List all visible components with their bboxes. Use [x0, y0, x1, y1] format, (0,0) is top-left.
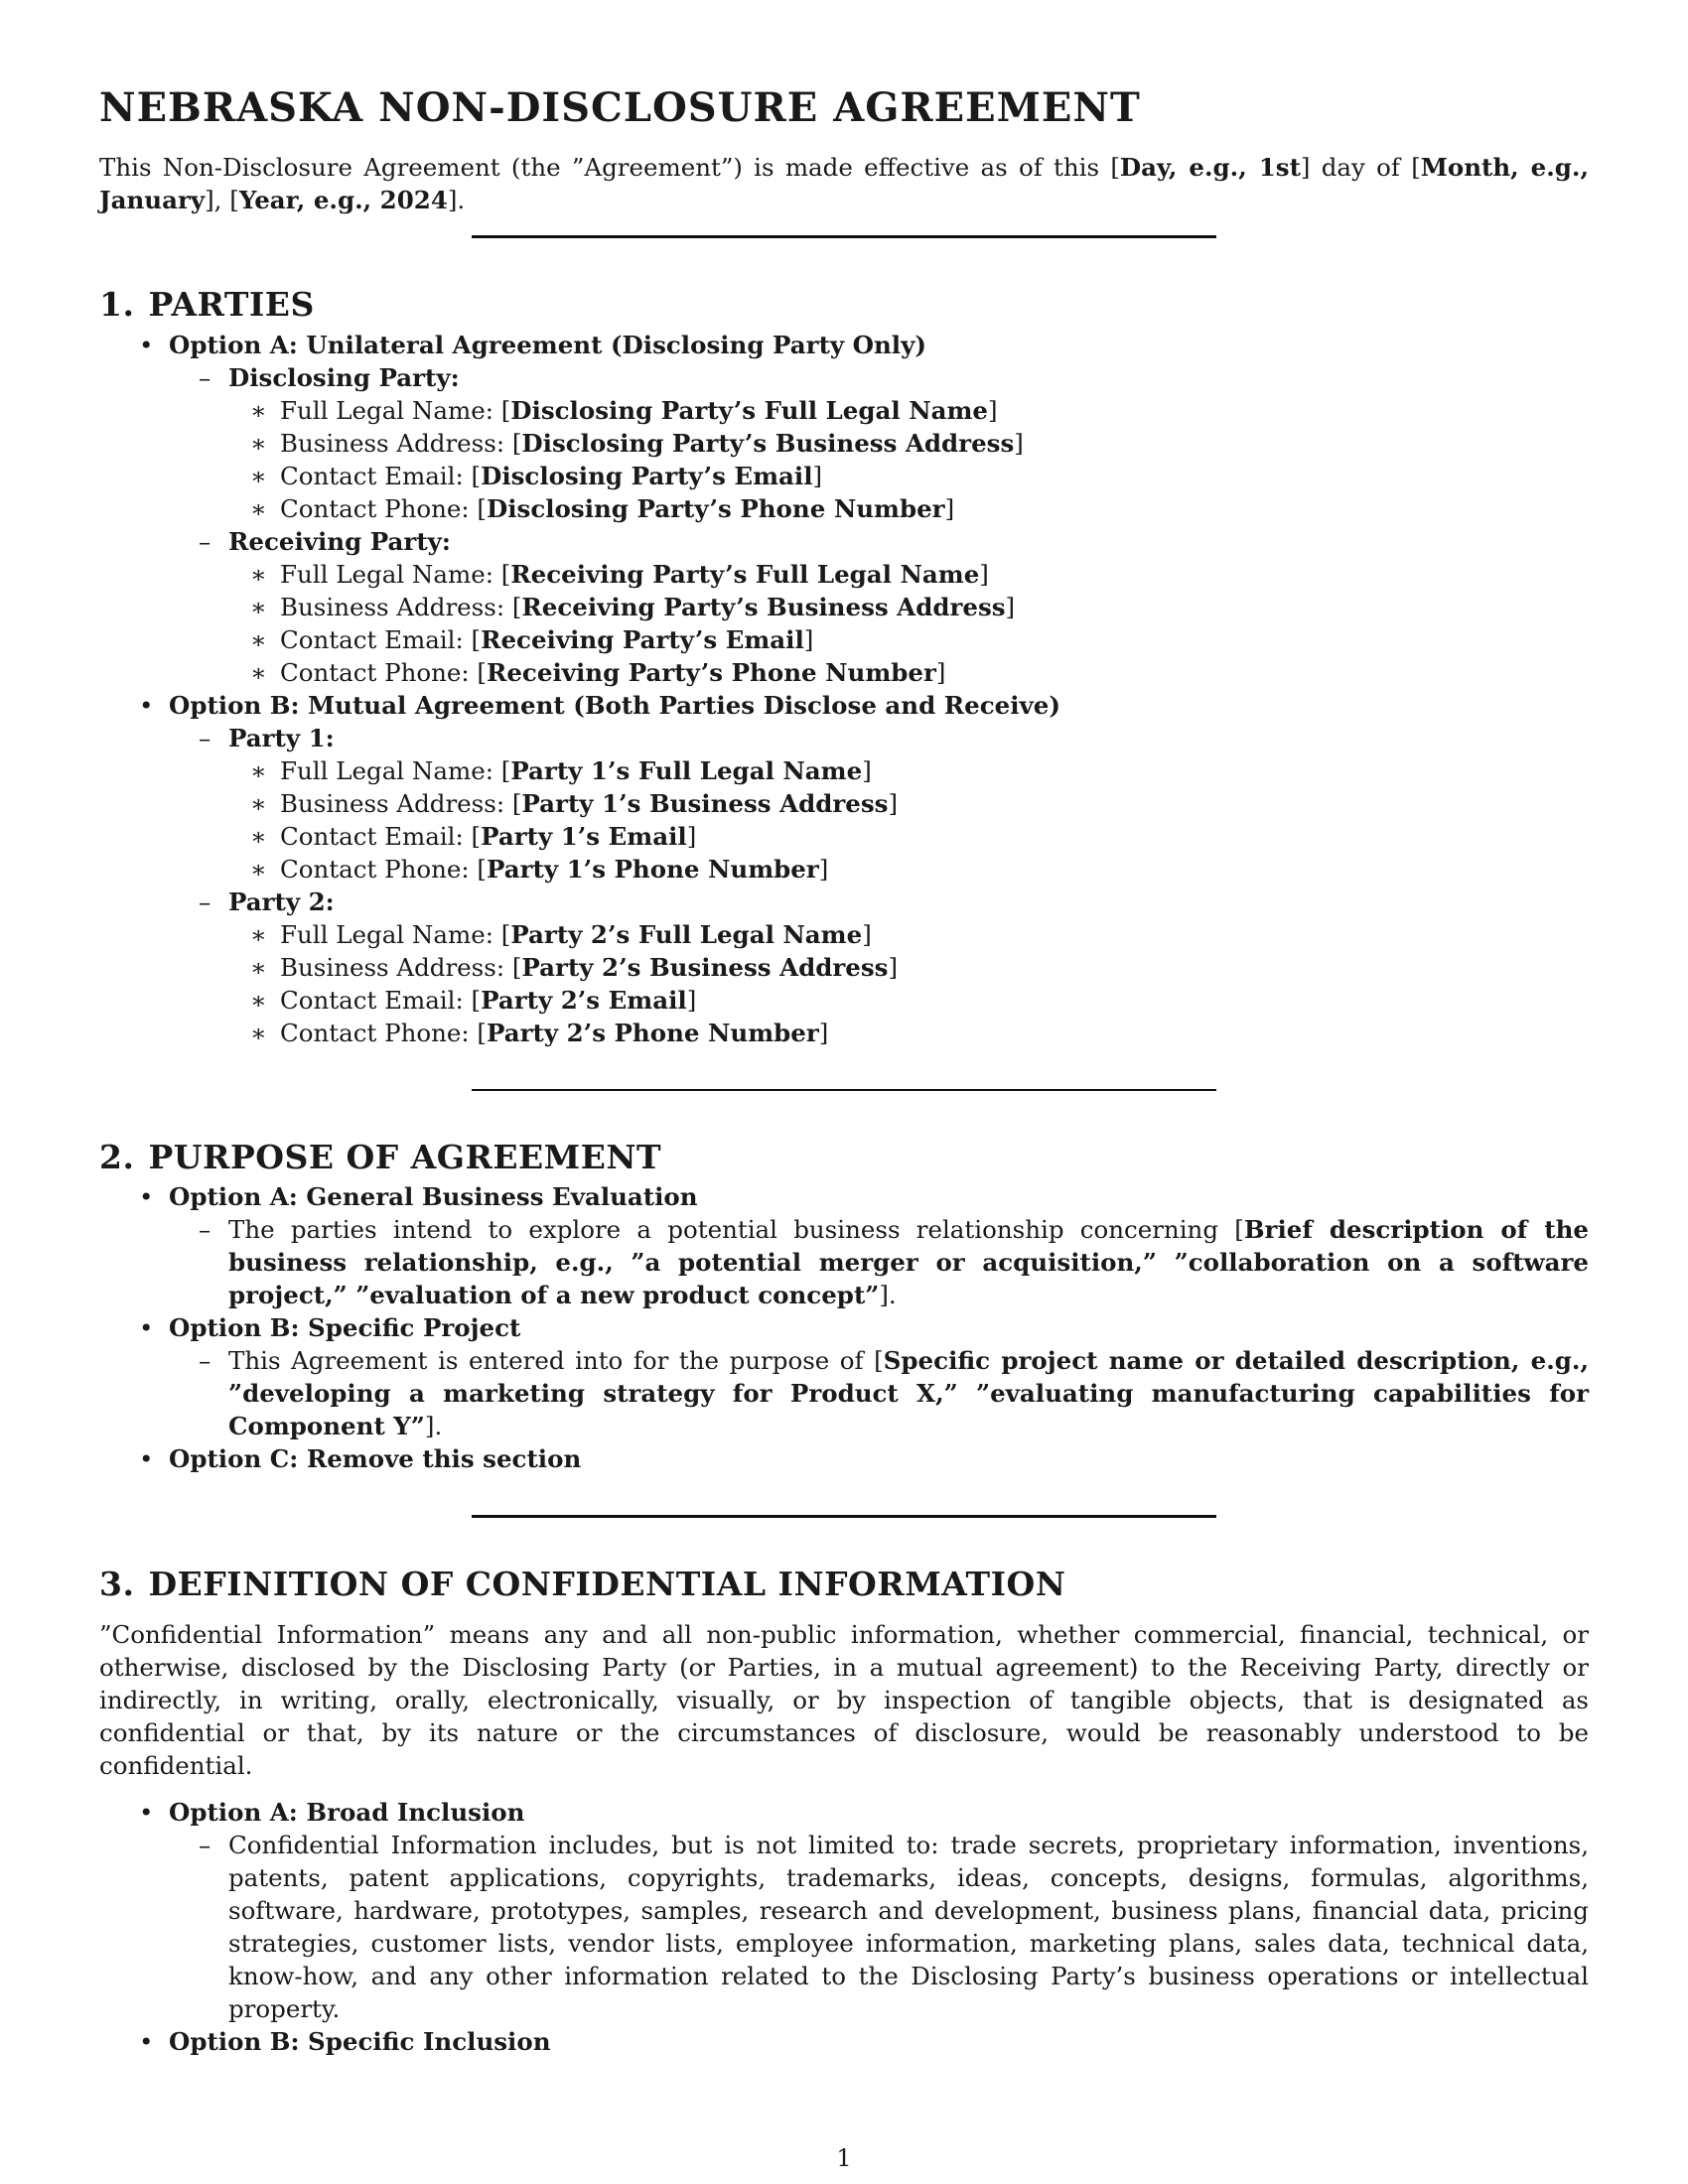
- parties-option-a: • Option A: Unilateral Agreement (Disclosing Party Only) – Disclosing Party: ∗ Full Legal Name: [Disclosing Party’s Full Legal Name] ∗ Business Address: [Disclosing Party’s Business Address] ∗ Contact Email: [Disclosing Party’s Email] ∗ Contact Phone: [Disclosing Party’s Phone Number] – Receiving Party: ∗ Full Legal Name: [Receiving Party’s Full Legal Name] ∗ Business Address: [Receiving Party’s Business Address] ∗ Contact Email: [Receiving Party’s Email] ∗ Contact Phone: [Receiving Party’s Phone Number]: [99, 329, 1589, 689]
- intro-paragraph: This Non-Disclosure Agreement (the ”Agreement”) is made effective as of this [Day, e.g., 1st] day of [Month, e.g., January], [Year, e.g., 2024].: [99, 153, 1589, 214]
- month-placeholder: Month, e.g., January: [99, 153, 1589, 214]
- list-item: ∗ Contact Phone: [Party 2’s Phone Number]: [250, 1018, 829, 1047]
- list-item: ∗ Contact Phone: [Disclosing Party’s Phone Number]: [250, 493, 955, 523]
- parties-options: [99, 329, 1589, 1049]
- purpose-option-b: • Option B: Specific Project – This Agreement is entered into for the purpose of [Specific project name or detailed description, e.g., ”developing a marketing strategy for Product X,” ”evaluating manufacturing capabilities for Component Y”].: [99, 1311, 1589, 1442]
- list-item: ∗ Contact Email: [Receiving Party’s Email]: [250, 624, 814, 654]
- list-item: ∗ Business Address: [Party 1’s Business Address]: [250, 788, 899, 818]
- list-item: ∗ Contact Email: [Disclosing Party’s Email]: [250, 461, 823, 490]
- confidential-options: [99, 1796, 1589, 2058]
- disclosing-party: – Disclosing Party: ∗ Full Legal Name: [Disclosing Party’s Full Legal Name] ∗ Business Address: [Disclosing Party’s Business Address] ∗ Contact Email: [Disclosing Party’s Email] ∗ Contact Phone: [Disclosing Party’s Phone Number]: [99, 361, 1589, 525]
- list-item: ∗ Business Address: [Party 2’s Business Address]: [250, 952, 899, 982]
- list-item: ∗ Business Address: [Receiving Party’s Business Address]: [250, 592, 1016, 621]
- section-2-heading: 2. PURPOSE OF AGREEMENT: [99, 1137, 662, 1176]
- list-item: ∗ Business Address: [Disclosing Party’s Business Address]: [250, 428, 1024, 458]
- list-item: – Confidential Information includes, but is not limited to: trade secrets, proprietary information, inventions, patents, patent applications, copyrights, trademarks, ideas, concepts, designs, formulas, algorithms, software, hardware, prototypes, samples, research and development, business plans, financial data, pricing strategies, customer lists, vendor lists, employee information, marketing plans, sales data, technical data, know-how, and any other information related to the Disclosing Party’s business operations or intellectual property.: [199, 1830, 1589, 2023]
- party-2: – Party 2: ∗ Full Legal Name: [Party 2’s Full Legal Name] ∗ Business Address: [Party 2’s Business Address] ∗ Contact Email: [Party 2’s Email] ∗ Contact Phone: [Party 2’s Phone Number]: [99, 886, 1589, 1049]
- year-placeholder: Year, e.g., 2024: [238, 186, 448, 214]
- divider: [472, 1089, 1216, 1091]
- confidential-definition: ”Confidential Information” means any and all non-public information, whether commercial, financial, technical, or otherwise, disclosed by the Disclosing Party (or Parties, in a mutual agreement) to the Receiving Party, directly or indirectly, in writing, orally, electronically, visually, or by inspection of tangible objects, that is designated as confidential or that, by its nature or the circumstances of disclosure, would be reasonably understood to be confidential.: [99, 1619, 1589, 1780]
- list-item: – The parties intend to explore a potential business relationship concerning [Brief description of the business relationship, e.g., ”a potential merger or acquisition,” ”collaboration on a software project,” ”evaluation of a new product concept”].: [199, 1215, 1590, 1310]
- list-item: ∗ Full Legal Name: [Receiving Party’s Full Legal Name]: [250, 559, 989, 589]
- list-item: ∗ Contact Phone: [Receiving Party’s Phone Number]: [250, 657, 946, 687]
- page-number: 1: [836, 2144, 852, 2172]
- divider: [472, 1515, 1216, 1518]
- party-1: – Party 1: ∗ Full Legal Name: [Party 1’s Full Legal Name] ∗ Business Address: [Party 1’s Business Address] ∗ Contact Email: [Party 1’s Email] ∗ Contact Phone: [Party 1’s Phone Number]: [99, 722, 1589, 886]
- document-page: [99, 85, 1589, 2058]
- purpose-option-a: • Option A: General Business Evaluation – The parties intend to explore a potential business relationship concerning [Brief description of the business relationship, e.g., ”a potential merger or acquisition,” ”collaboration on a software project,” ”evaluation of a new product concept”].: [99, 1180, 1589, 1311]
- confidential-option-a: • Option A: Broad Inclusion – Confidential Information includes, but is not limited to: trade secrets, proprietary information, inventions, patents, patent applications, copyrights, trademarks, ideas, concepts, designs, formulas, algorithms, software, hardware, prototypes, samples, research and development, business plans, financial data, pricing strategies, customer lists, vendor lists, employee information, marketing plans, sales data, technical data, know-how, and any other information related to the Disclosing Party’s business operations or intellectual property.: [99, 1796, 1589, 2025]
- section-1-heading: 1. PARTIES: [99, 285, 315, 324]
- list-item: ∗ Contact Email: [Party 2’s Email]: [250, 985, 697, 1015]
- day-placeholder: Day, e.g., 1st: [1119, 153, 1301, 182]
- section-3-heading: 3. DEFINITION OF CONFIDENTIAL INFORMATION: [99, 1565, 1066, 1604]
- list-item: ∗ Full Legal Name: [Disclosing Party’s Full Legal Name]: [250, 395, 998, 425]
- receiving-party: – Receiving Party: ∗ Full Legal Name: [Receiving Party’s Full Legal Name] ∗ Business Address: [Receiving Party’s Business Address] ∗ Contact Email: [Receiving Party’s Email] ∗ Contact Phone: [Receiving Party’s Phone Number]: [99, 525, 1589, 689]
- purpose-options: [99, 1180, 1589, 1475]
- divider: [472, 235, 1216, 238]
- document-title: NEBRASKA NON-DISCLOSURE AGREEMENT: [99, 84, 1141, 131]
- list-item: ∗ Full Legal Name: [Party 2’s Full Legal Name]: [250, 919, 872, 949]
- confidential-option-b: • Option B: Specific Inclusion: [139, 2026, 551, 2056]
- list-item: ∗ Contact Email: [Party 1’s Email]: [250, 821, 697, 851]
- list-item: ∗ Contact Phone: [Party 1’s Phone Number]: [250, 854, 829, 884]
- purpose-option-c: • Option C: Remove this section: [139, 1444, 582, 1474]
- list-item: – This Agreement is entered into for the purpose of [Specific project name or detailed description, e.g., ”developing a marketing strategy for Product X,” ”evaluating manufacturing capabilities for Component Y”].: [199, 1346, 1589, 1441]
- parties-option-b: • Option B: Mutual Agreement (Both Parties Disclose and Receive) – Party 1: ∗ Full Legal Name: [Party 1’s Full Legal Name] ∗ Business Address: [Party 1’s Business Address] ∗ Contact Email: [Party 1’s Email] ∗ Contact Phone: [Party 1’s Phone Number] – Party 2: ∗ Full Legal Name: [Party 2’s Full Legal Name] ∗ Business Address: [Party 2’s Business Address] ∗ Contact Email: [Party 2’s Email] ∗ Contact Phone: [Party 2’s Phone Number]: [99, 689, 1589, 1049]
- list-item: ∗ Full Legal Name: [Party 1’s Full Legal Name]: [250, 755, 872, 785]
